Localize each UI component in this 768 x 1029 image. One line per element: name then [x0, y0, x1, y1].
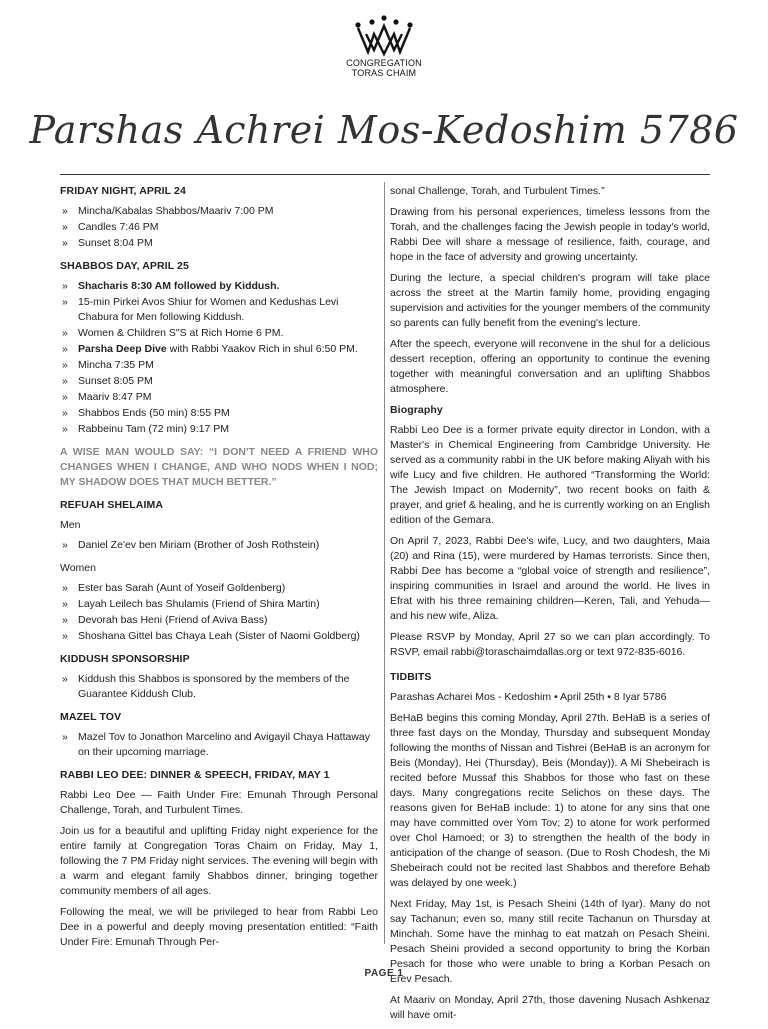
- list-item: » Shabbos Ends (50 min) 8:55 PM: [60, 406, 378, 421]
- deep-dive-label: Parsha Deep Dive: [78, 343, 167, 355]
- list-item: » Devorah bas Heni (Friend of Aviva Bass): [60, 613, 378, 628]
- list-item: » Mincha 7:35 PM: [60, 358, 378, 373]
- shabbos-list: [60, 279, 378, 437]
- rabbi-paragraph: After the speech, everyone will reconvene in the shul for a delicious dessert reception, offering an opportunity to continue the evening together with meaningful conversation and an uplifting Shabbos atmosphere.: [390, 338, 710, 395]
- biography-heading: Biography: [390, 404, 443, 416]
- refuah-men-list: [60, 538, 378, 553]
- refuah-men-label: Men: [60, 519, 81, 531]
- list-item: » Maariv 8:47 PM: [60, 390, 378, 405]
- wise-man-quote: A WISE MAN WOULD SAY: “I DON'T NEED A FRIEND WHO CHANGES WHEN I CHANGE, AND WHO NODS WHEN I NOD; MY SHADOW DOES THAT MUCH BETTER.”: [60, 446, 378, 488]
- shacharis-text: Shacharis 8:30 AM followed by Kiddush.: [78, 280, 280, 292]
- list-item: » Daniel Ze'ev ben Miriam (Brother of Josh Rothstein): [60, 538, 378, 553]
- list-item: » Kiddush this Shabbos is sponsored by the members of the Guarantee Kiddush Club.: [60, 672, 378, 702]
- page-number: PAGE 1: [364, 968, 404, 979]
- page-title: Parshas Achrei Mos-Kedoshim 5786: [29, 108, 739, 152]
- list-item: » Rabbeinu Tam (72 min) 9:17 PM: [60, 422, 378, 437]
- rabbi-paragraph: Drawing from his personal experiences, timeless lessons from the Torah, and the challenges facing the Jewish people in today's world, Rabbi Dee will share a message of resilience, faith, courage, and hope in the face of adversity and growing uncertainty.: [390, 206, 710, 263]
- rabbi-paragraph: Rabbi Leo Dee — Faith Under Fire: Emunah Through Personal Challenge, Torah, and Turbulent Times.: [60, 789, 378, 816]
- rabbi-paragraph-continued: sonal Challenge, Torah, and Turbulent Times.”: [390, 185, 605, 197]
- refuah-women-list: [60, 581, 378, 644]
- rabbi-heading: RABBI LEO DEE: DINNER & SPEECH, FRIDAY, MAY 1: [60, 769, 330, 781]
- list-item: » Ester bas Sarah (Aunt of Yoseif Goldenberg): [60, 581, 378, 596]
- tidbits-paragraph: At Maariv on Monday, April 27th, those davening Nusach Ashkenaz will have omit-: [390, 994, 710, 1021]
- list-item: » Shoshana Gittel bas Chaya Leah (Sister of Naomi Goldberg): [60, 629, 378, 644]
- deep-dive-text: with Rabbi Yaakov Rich in shul 6:50 PM.: [166, 343, 358, 355]
- list-item: » Candles 7:46 PM: [60, 220, 378, 235]
- page-header: [0, 0, 768, 180]
- list-item: » Mazel Tov to Jonathon Marcelino and Avigayil Chaya Hattaway on their upcoming marriage.: [60, 730, 378, 760]
- list-item: » Sunset 8:04 PM: [60, 236, 378, 251]
- biography-paragraph: On April 7, 2023, Rabbi Dee's wife, Lucy, and two daughters, Maia (20) and Rina (15), were murdered by Hamas terrorists. Since then, Rabbi Dee has become a “global voice of strength and resilience”, inspiring communities in Israel and around the world. He lives in Efrat with his three remaining children—Keren, Tali, and Yehuda—and his new wife, Aliza.: [390, 535, 710, 622]
- list-item: » Layah Leilech bas Shulamis (Friend of Shira Martin): [60, 597, 378, 612]
- logo-line-1: CONGREGATION: [346, 58, 422, 68]
- refuah-women-label: Women: [60, 562, 96, 574]
- list-item: » Sunset 8:05 PM: [60, 374, 378, 389]
- tidbits-heading: TIDBITS: [390, 671, 432, 683]
- shabbos-heading: SHABBOS DAY, APRIL 25: [60, 260, 189, 272]
- refuah-heading: REFUAH SHELAIMA: [60, 499, 163, 511]
- friday-list: [60, 204, 378, 251]
- list-item: » Mincha/Kabalas Shabbos/Maariv 7:00 PM: [60, 204, 378, 219]
- rabbi-paragraph: During the lecture, a special children's program will take place across the street at the Martin family home, providing engaging supervision and activities for the younger members of the community so parents can fully benefit from the evening's lecture.: [390, 272, 710, 329]
- kiddush-heading: KIDDUSH SPONSORSHIP: [60, 653, 190, 665]
- right-column: [390, 184, 710, 1029]
- congregation-logo: [334, 14, 434, 104]
- list-item: [60, 342, 378, 357]
- kiddush-list: [60, 672, 378, 702]
- rabbi-paragraph: Join us for a beautiful and uplifting Friday night experience for the entire family at Congregation Toras Chaim on Friday, May 1, following the 7 PM Friday night services. The evening will begin with a warm and elegant family Shabbos dinner, bringing together community members of all ages.: [60, 825, 378, 897]
- tidbits-subtitle: Parashas Acharei Mos - Kedoshim • April 25th • 8 Iyar 5786: [390, 691, 667, 703]
- rabbi-paragraph: Following the meal, we will be privileged to hear from Rabbi Leo Dee in a powerful and deeply moving presentation entitled: “Faith Under Fire: Emunah Through Per-: [60, 906, 378, 948]
- biography-paragraph: Rabbi Leo Dee is a former private equity director in London, with a Master's in Chemical Engineering from Cambridge University. He served as a community rabbi in the UK before making Aliyah with his wife Lucy and five children. He authored “Transforming the World: The Jewish Impact on Modernity”, two recent books on faith & prayer, and grief & healing, and he is currently working on an English edition of the Gemara.: [390, 424, 710, 526]
- logo-line-2: TORAS CHAIM: [351, 68, 417, 78]
- mazel-heading: MAZEL TOV: [60, 711, 122, 723]
- mazel-list: [60, 730, 378, 760]
- tidbits-paragraph: Next Friday, May 1st, is Pesach Sheini (14th of Iyar). Many do not say Tachanun; even so, many still recite Tachanun on Thursday at Minchah. Some have the minhag to eat matzah on Pesach Sheini. Pesach Sheini provided a second opportunity to bring the Korban Pesach for those who were unable to bring a Korban Pesach on Erev Pesach.: [390, 898, 710, 985]
- list-item: » 15-min Pirkei Avos Shiur for Women and Kedushas Levi Chabura for Men following Kiddush.: [60, 295, 378, 325]
- list-item: » Women & Children S"S at Rich Home 6 PM.: [60, 326, 378, 341]
- rsvp-paragraph: Please RSVP by Monday, April 27 so we can plan accordingly. To RSVP, email rabbi@toraschaimdallas.org or text 972-835-6016.: [390, 631, 710, 658]
- left-column: [60, 184, 378, 956]
- column-divider: [384, 182, 385, 944]
- crown-icon: [352, 14, 416, 58]
- list-item: [60, 279, 378, 294]
- friday-heading: FRIDAY NIGHT, APRIL 24: [60, 185, 186, 197]
- tidbits-paragraph: BeHaB begins this coming Monday, April 27th. BeHaB is a series of three fast days on the Monday, Thursday and subsequent Monday following the months of Nissan and Tishrei (BeHaB is an acronym for Beis (Monday), Hei (Thursday), Beis (Monday)). A Mi Shebeirach is recited before Mussaf this Shabbos for those who fast on these days. Many congregations recite Selichos on these days. The reasons given for BeHaB include: 1) to atone for any sins that one may have committed over Yom Tov; 2) to atone for work performed over Chol Hamoed; or 3) to strengthen the health of the body in anticipation of the change of season. (Due to Rosh Chodesh, the Mi Shebeirach could not be recited last Shabbos and therefore Behab was delayed by one week.): [390, 712, 710, 889]
- header-rule: [60, 174, 710, 175]
